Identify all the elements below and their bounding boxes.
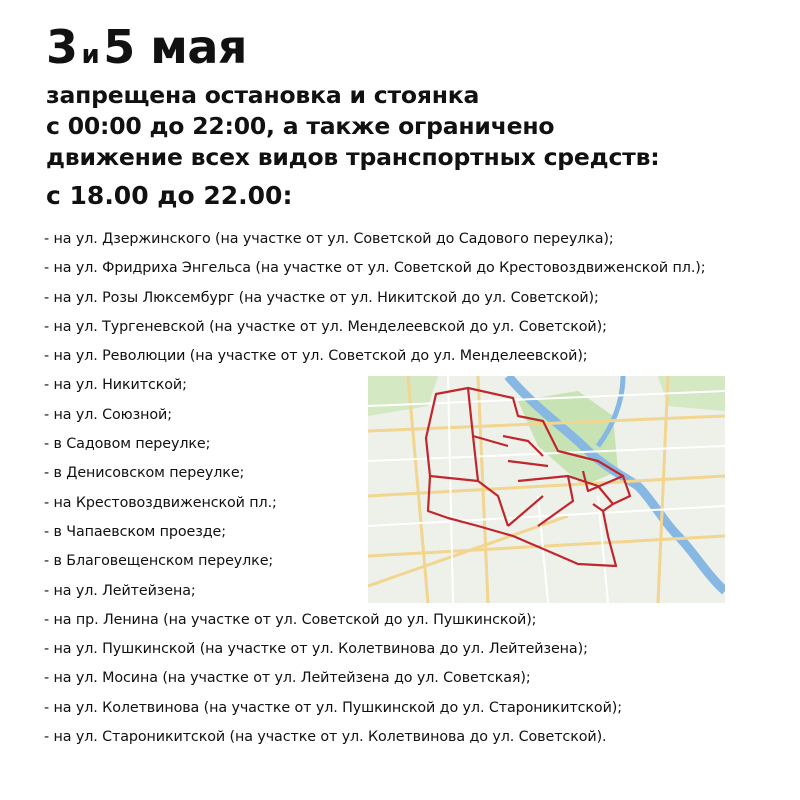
restriction-map: [368, 376, 725, 603]
headline: [46, 22, 659, 173]
list-item: - в Садовом переулке;: [44, 436, 211, 453]
date-day-1: 3: [46, 20, 78, 74]
date-conjunction: и: [81, 40, 100, 70]
list-item: - на Крестовоздвиженской пл.;: [44, 494, 277, 511]
map-graphic: [368, 376, 725, 603]
date-day-2: 5 мая: [103, 20, 247, 74]
list-item: - в Благовещенском переулке;: [44, 553, 274, 570]
list-item: - на ул. Тургеневской (на участке от ул. Менделеевской до ул. Советской);: [44, 318, 607, 335]
list-item: - в Денисовском переулке;: [44, 465, 245, 482]
list-item: - на ул. Никитской;: [44, 377, 187, 394]
list-item: - на ул. Пушкинской (на участке от ул. Колетвинова до ул. Лейтейзена);: [44, 641, 588, 658]
list-item: - на пр. Ленина (на участке от ул. Советской до ул. Пушкинской);: [44, 611, 537, 628]
headline-line-1: запрещена остановка и стоянка: [46, 81, 480, 109]
list-item: - на ул. Дзержинского (на участке от ул. Советской до Садового переулка);: [44, 231, 614, 247]
headline-line-2: с 00:00 до 22:00, а также ограничено: [46, 112, 555, 140]
list-item: - на ул. Мосина (на участке от ул. Лейтейзена до ул. Советская);: [44, 670, 531, 687]
list-item: - на ул. Староникитской (на участке от ул. Колетвинова до ул. Советской).: [44, 729, 607, 746]
list-item: - на ул. Фридриха Энгельса (на участке от ул. Советской до Крестовоздвиженской пл.);: [44, 260, 706, 277]
list-item: - на ул. Союзной;: [44, 406, 172, 423]
list-item: - на ул. Лейтейзена;: [44, 582, 196, 599]
list-item: - на ул. Колетвинова (на участке от ул. Пушкинской до ул. Староникитской);: [44, 699, 622, 716]
headline-line-3: движение всех видов транспортных средств:: [46, 143, 660, 171]
list-item: - на ул. Революции (на участке от ул. Советской до ул. Менделеевской);: [44, 348, 588, 365]
list-item: - на ул. Розы Люксембург (на участке от ул. Никитской до ул. Советской);: [44, 289, 599, 306]
list-item: - в Чапаевском проезде;: [44, 523, 226, 540]
time-range-heading: с 18.00 до 22.00:: [46, 181, 293, 210]
event-dates: [46, 22, 659, 80]
